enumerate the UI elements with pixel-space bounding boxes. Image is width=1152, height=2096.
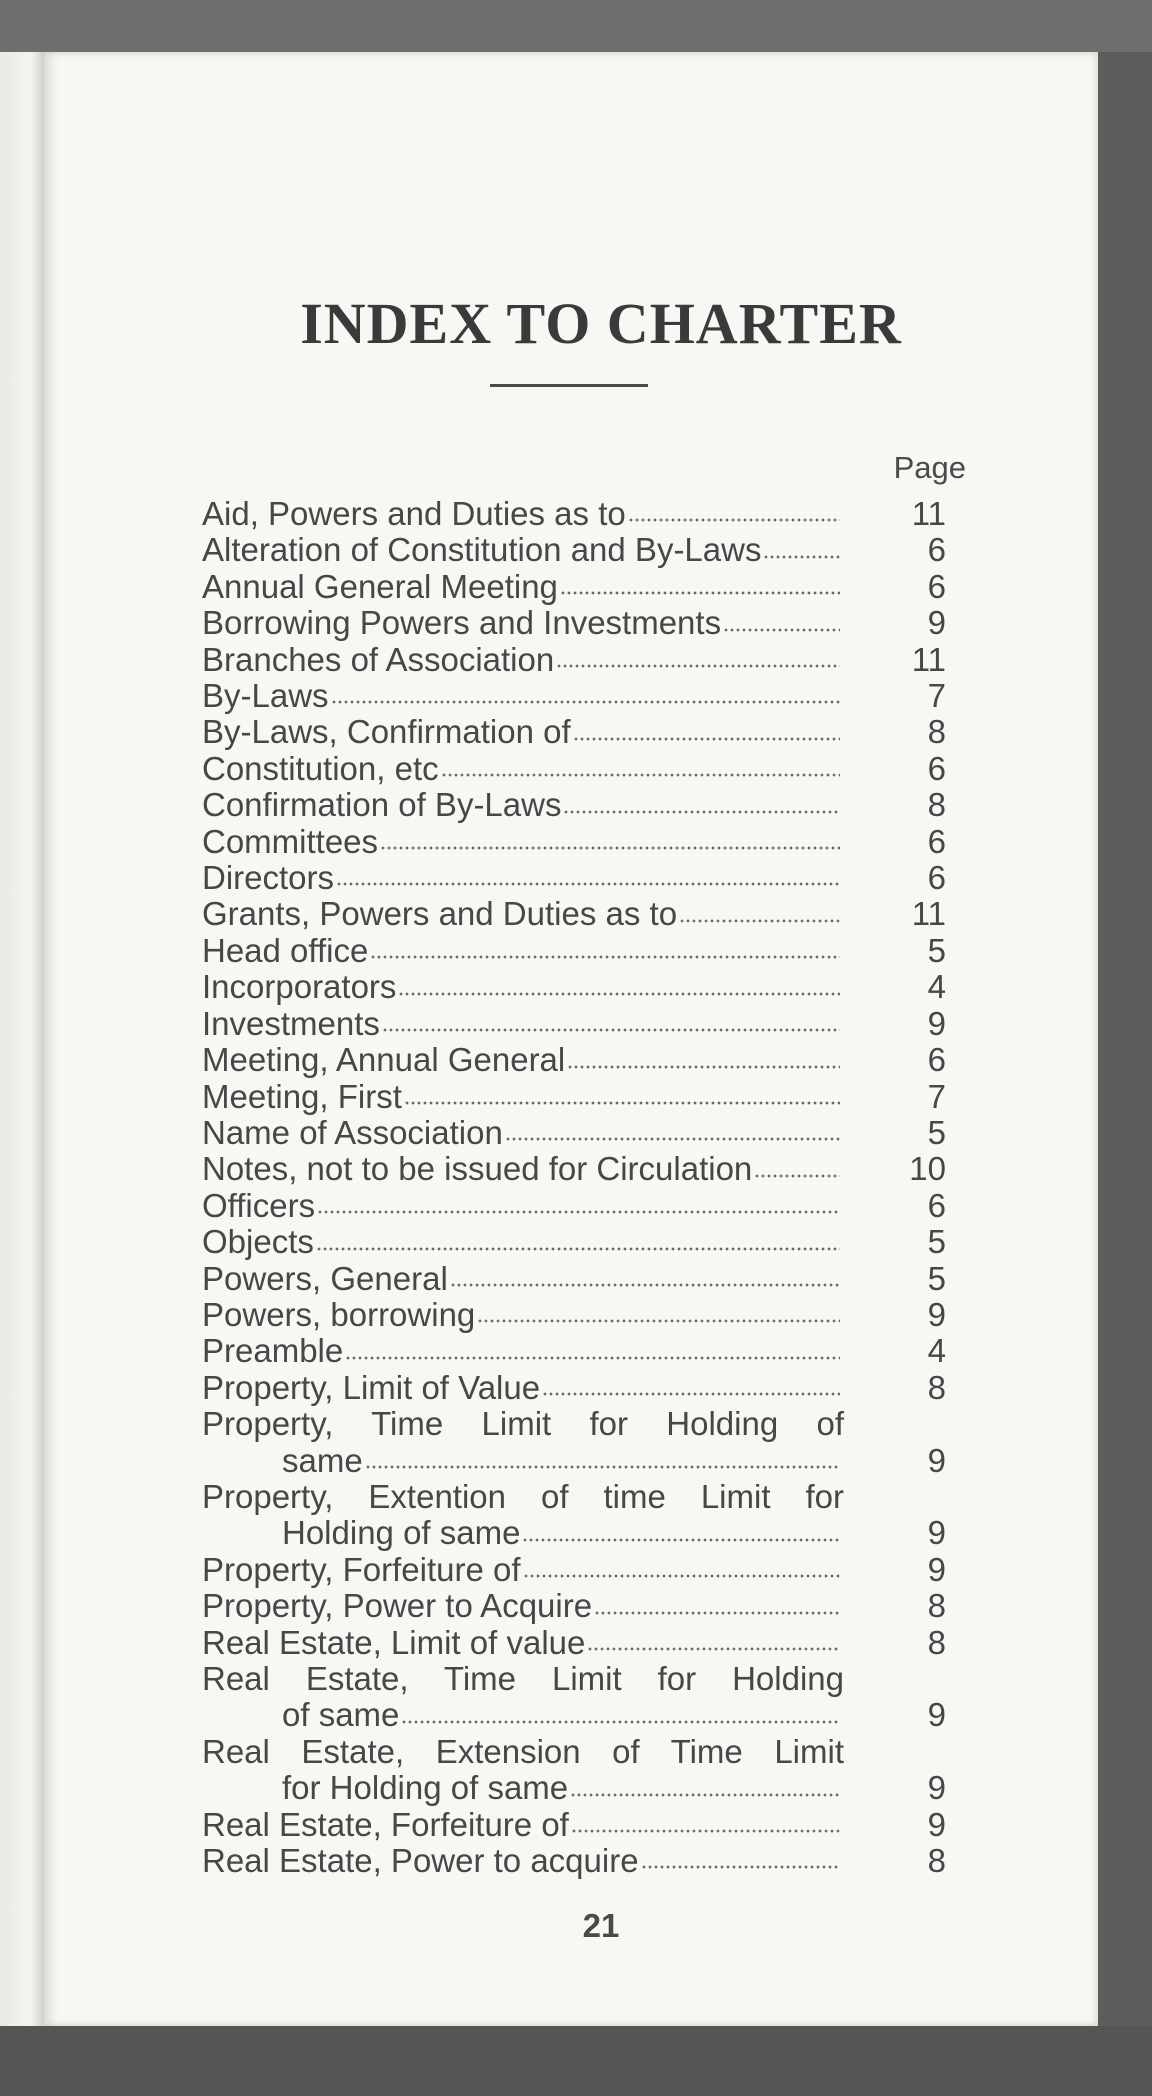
dot-leader [522, 1536, 840, 1544]
dot-leader [542, 1390, 840, 1398]
index-entry-text [202, 787, 844, 823]
index-entry-label: Real Estate, Extension of Time Limit [202, 1732, 844, 1770]
dot-leader [365, 1463, 840, 1471]
index-entry-page: 9 [927, 1514, 946, 1552]
index-entry-text [202, 1297, 844, 1333]
dot-leader [563, 808, 840, 816]
index-entry-line [202, 824, 844, 860]
index-entry [202, 1188, 1006, 1224]
index-entry-line [202, 714, 844, 750]
index-list [202, 496, 1006, 1879]
index-entry-label: Confirmation of By-Laws [202, 786, 562, 824]
index-entry-label: Objects [202, 1223, 314, 1261]
dot-leader [336, 880, 840, 888]
index-entry-line [202, 1843, 844, 1879]
index-entry-page: 9 [927, 1295, 946, 1333]
index-entry-text [202, 1333, 844, 1369]
dot-leader [754, 1172, 840, 1180]
index-entry-line [202, 1188, 844, 1224]
index-entry-label: Head office [202, 931, 369, 969]
index-entry-label: Directors [202, 859, 335, 897]
dot-leader [560, 589, 840, 597]
index-entry [202, 751, 1006, 787]
index-entry-page: 9 [927, 1696, 946, 1734]
index-entry-text [202, 1188, 844, 1224]
dot-leader [523, 1572, 840, 1580]
index-entry-line [202, 1625, 844, 1661]
index-entry-line [202, 1006, 844, 1042]
index-entry [202, 605, 1006, 641]
index-entry [202, 714, 1006, 750]
scan-background-top [0, 0, 1152, 52]
index-entry-text [202, 1625, 844, 1661]
index-entry-line [202, 860, 844, 896]
index-entry-page: 4 [927, 968, 946, 1006]
index-entry-text [202, 1079, 844, 1115]
index-entry-text [202, 1734, 844, 1807]
index-entry [202, 1588, 1006, 1624]
index-entry-line [202, 1552, 844, 1588]
index-entry-text [202, 1588, 844, 1624]
index-entry [202, 896, 1006, 932]
index-entry-label: Real Estate, Forfeiture of [202, 1805, 569, 1843]
dot-leader [505, 1135, 840, 1143]
index-entry-text [202, 969, 844, 1005]
index-entry-line [202, 1042, 844, 1078]
index-entry-text [202, 896, 844, 932]
dot-leader [573, 735, 840, 743]
index-entry [202, 933, 1006, 969]
index-entry-label: Property, Limit of Value [202, 1368, 541, 1406]
index-entry-page: 5 [927, 1113, 946, 1151]
index-entry-page: 7 [927, 677, 946, 715]
dot-leader [723, 626, 840, 634]
index-entry-text [202, 1261, 844, 1297]
index-entry-label: Branches of Association [202, 640, 555, 678]
index-entry [202, 1151, 1006, 1187]
index-entry-label: Holding of same [282, 1514, 521, 1552]
index-entry-page: 9 [927, 604, 946, 642]
index-entry-line [202, 1115, 844, 1151]
index-entry-text [202, 824, 844, 860]
index-entry-line [202, 605, 844, 641]
index-entry-label: Property, Extention of time Limit for [202, 1477, 844, 1515]
index-entry-page: 5 [927, 1223, 946, 1261]
index-entry-text [202, 1552, 844, 1588]
index-entry-page: 6 [927, 822, 946, 860]
index-entry-line [202, 1515, 844, 1551]
index-entry-page: 10 [909, 1150, 946, 1188]
index-entry-text [202, 1042, 844, 1078]
dot-leader [571, 1827, 840, 1835]
index-entry-line [202, 1406, 844, 1442]
index-entry-text [202, 1479, 844, 1552]
index-entry-page: 5 [927, 1259, 946, 1297]
index-entry-line [202, 1588, 844, 1624]
index-entry [202, 1552, 1006, 1588]
dot-leader [570, 1791, 840, 1799]
index-entry-label: Meeting, First [202, 1077, 402, 1115]
index-entry-text [202, 642, 844, 678]
index-entry-page: 8 [927, 786, 946, 824]
dot-leader [380, 844, 840, 852]
index-entry-line [202, 969, 844, 1005]
index-entry-text [202, 1807, 844, 1843]
index-entry-label: Powers, General [202, 1259, 448, 1297]
index-entry-text [202, 1115, 844, 1151]
index-entry-line [202, 1770, 844, 1806]
index-entry-label: Committees [202, 822, 379, 860]
dot-leader [441, 771, 840, 779]
index-entry-text [202, 1151, 844, 1187]
dot-leader [382, 1026, 840, 1034]
index-entry [202, 1224, 1006, 1260]
index-entry-page: 7 [927, 1077, 946, 1115]
dot-leader [763, 553, 840, 561]
index-entry [202, 1297, 1006, 1333]
index-entry [202, 1333, 1006, 1369]
index-entry-label: Incorporators [202, 968, 397, 1006]
index-entry-label: Property, Power to Acquire [202, 1587, 593, 1625]
index-entry-line [202, 642, 844, 678]
index-entry-label: Notes, not to be issued for Circulation [202, 1150, 753, 1188]
page-number: 21 [582, 1907, 620, 1944]
title-rule [490, 384, 648, 387]
index-entry-page: 9 [927, 1769, 946, 1807]
index-entry [202, 1079, 1006, 1115]
index-entry-page: 11 [911, 640, 946, 678]
index-entry [202, 1625, 1006, 1661]
index-entry-line [202, 751, 844, 787]
index-entry-line [202, 678, 844, 714]
dot-leader [345, 1354, 840, 1362]
dot-leader [477, 1317, 840, 1325]
dot-leader [317, 1208, 840, 1216]
index-entry [202, 496, 1006, 532]
index-entry-label: Property, Forfeiture of [202, 1550, 521, 1588]
index-entry [202, 1370, 1006, 1406]
index-entry-text [202, 1370, 844, 1406]
index-entry-page: 9 [927, 1441, 946, 1479]
dot-leader [450, 1281, 840, 1289]
index-entry [202, 860, 1006, 896]
index-entry-text [202, 1006, 844, 1042]
index-entry-text [202, 933, 844, 969]
index-entry-text [202, 1661, 844, 1734]
document-page [44, 52, 1098, 2026]
index-entry-text [202, 532, 844, 568]
index-entry-text [202, 678, 844, 714]
index-entry [202, 532, 1006, 568]
index-entry-text [202, 751, 844, 787]
index-entry-line [202, 1443, 844, 1479]
dot-leader [628, 516, 840, 524]
index-entry [202, 678, 1006, 714]
index-entry-label: Name of Association [202, 1113, 503, 1151]
index-entry-line [202, 1734, 844, 1770]
dot-leader [404, 1099, 840, 1107]
index-entry-label: By-Laws [202, 677, 329, 715]
dot-leader [401, 1718, 840, 1726]
index-entry-page: 11 [911, 895, 946, 933]
dot-leader [370, 953, 840, 961]
index-entry-line [202, 1807, 844, 1843]
index-entry [202, 1661, 1006, 1734]
index-entry-page: 8 [927, 1623, 946, 1661]
index-entry-text [202, 1843, 844, 1879]
index-entry-line [202, 1261, 844, 1297]
index-entry [202, 824, 1006, 860]
index-entry-line [202, 496, 844, 532]
index-entry-label: Officers [202, 1186, 316, 1224]
index-entry-page: 6 [927, 531, 946, 569]
index-entry-label: same [282, 1441, 363, 1479]
index-entry-line [202, 787, 844, 823]
index-entry-text [202, 714, 844, 750]
dot-leader [679, 917, 840, 925]
index-entry-text [202, 569, 844, 605]
dot-leader [594, 1609, 840, 1617]
index-entry-text [202, 1224, 844, 1260]
index-entry-page: 6 [927, 1186, 946, 1224]
index-entry-text [202, 605, 844, 641]
index-entry-line [202, 1297, 844, 1333]
index-entry-page: 11 [911, 495, 946, 532]
index-entry-page: 9 [927, 1550, 946, 1588]
index-entry-line [202, 1079, 844, 1115]
index-entry-label: Real Estate, Limit of value [202, 1623, 586, 1661]
index-entry-label: Meeting, Annual General [202, 1041, 566, 1079]
index-entry [202, 1807, 1006, 1843]
index-entry-label: Borrowing Powers and Investments [202, 604, 722, 642]
index-entry-page: 9 [927, 1004, 946, 1042]
index-entry-label: of same [282, 1696, 400, 1734]
index-entry [202, 1042, 1006, 1078]
index-entry [202, 1115, 1006, 1151]
index-entry-label: Investments [202, 1004, 380, 1042]
dot-leader [556, 662, 840, 670]
index-entry-page: 6 [927, 1041, 946, 1079]
index-entry [202, 969, 1006, 1005]
index-entry-line [202, 1661, 844, 1697]
index-entry-label: Annual General Meeting [202, 567, 558, 605]
index-entry-line [202, 1333, 844, 1369]
index-entry-text [202, 1406, 844, 1479]
index-entry-page: 8 [927, 713, 946, 751]
dot-leader [567, 1063, 840, 1071]
index-entry-line [202, 933, 844, 969]
index-entry [202, 1734, 1006, 1807]
index-entry-label: Preamble [202, 1332, 344, 1370]
index-entry-label: Property, Time Limit for Holding of [202, 1405, 844, 1443]
index-entry-text [202, 496, 844, 532]
index-entry-line [202, 1151, 844, 1187]
dot-leader [331, 698, 840, 706]
index-entry-label: Aid, Powers and Duties as to [202, 495, 626, 532]
index-entry-line [202, 1370, 844, 1406]
index-entry [202, 1261, 1006, 1297]
index-entry-page: 6 [927, 859, 946, 897]
index-entry-line [202, 896, 844, 932]
index-entry-label: Real Estate, Power to acquire [202, 1842, 639, 1880]
dot-leader [641, 1863, 840, 1871]
page-title: INDEX TO CHARTER [300, 291, 902, 356]
dot-leader [398, 990, 840, 998]
index-entry [202, 787, 1006, 823]
scan-background-bottom [0, 2026, 1152, 2096]
index-entry [202, 642, 1006, 678]
index-entry-label: By-Laws, Confirmation of [202, 713, 571, 751]
index-entry-label: Alteration of Constitution and By-Laws [202, 531, 762, 569]
index-entry-label: Powers, borrowing [202, 1295, 476, 1333]
index-entry-page: 9 [927, 1805, 946, 1843]
index-entry-page: 8 [927, 1587, 946, 1625]
index-entry-line [202, 1697, 844, 1733]
index-entry [202, 1479, 1006, 1552]
dot-leader [587, 1645, 840, 1653]
index-entry-text [202, 860, 844, 896]
index-entry-line [202, 1224, 844, 1260]
index-entry-page: 4 [927, 1332, 946, 1370]
page-column-heading: Page [893, 450, 966, 485]
index-entry [202, 1406, 1006, 1479]
index-entry [202, 1843, 1006, 1879]
index-entry-label: Real Estate, Time Limit for Holding [202, 1660, 844, 1697]
index-entry-label: for Holding of same [282, 1769, 569, 1807]
index-entry-page: 5 [927, 931, 946, 969]
index-entry-line [202, 569, 844, 605]
index-entry-page: 6 [927, 567, 946, 605]
index-entry-label: Grants, Powers and Duties as to [202, 895, 678, 933]
index-entry [202, 569, 1006, 605]
index-entry-page: 8 [927, 1842, 946, 1880]
index-entry-line [202, 532, 844, 568]
facing-page-edge [0, 52, 44, 2026]
index-entry-line [202, 1479, 844, 1515]
index-entry-label: Constitution, etc [202, 749, 439, 787]
index-entry-page: 6 [927, 749, 946, 787]
index-entry [202, 1006, 1006, 1042]
index-entry-page: 8 [927, 1368, 946, 1406]
dot-leader [316, 1245, 840, 1253]
